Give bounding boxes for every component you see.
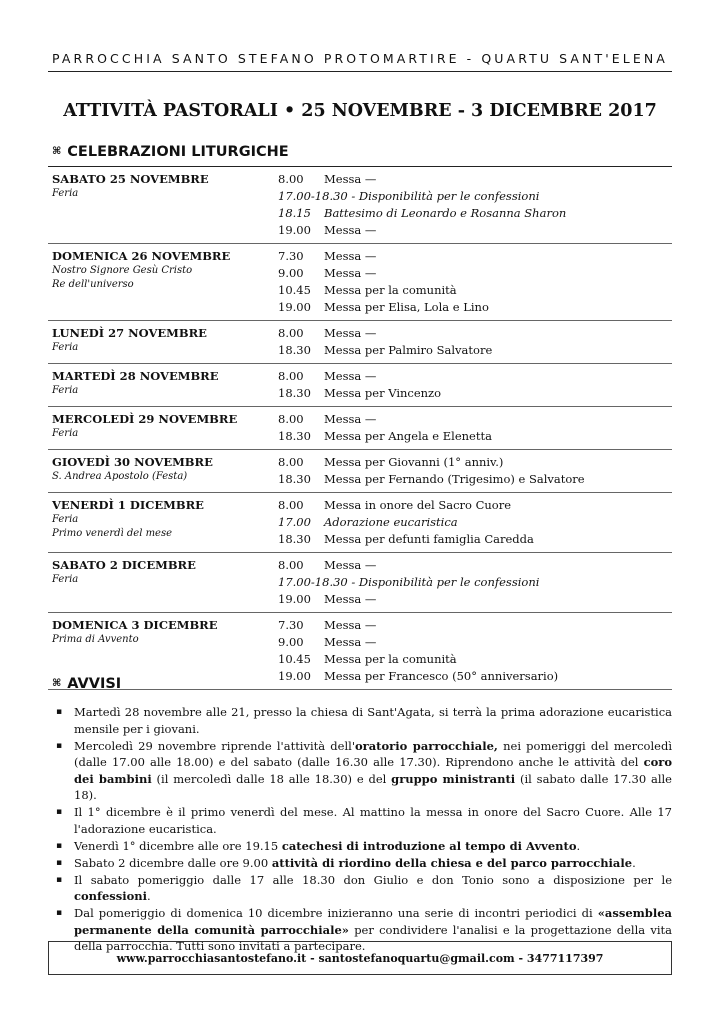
celebrations-heading-label: CELEBRAZIONI LITURGICHE — [67, 144, 289, 160]
event-time: 10.45 — [278, 283, 311, 297]
event-line — [278, 411, 492, 428]
bullet-icon: ▪ — [56, 857, 63, 868]
event-description: Messa — — [324, 558, 377, 572]
bullet-icon: ▪ — [56, 908, 63, 918]
notice-item — [52, 804, 672, 837]
event-time: 19.00 — [278, 669, 311, 683]
notice-text: Martedì 28 novembre alle 21, presso la chiesa di Sant'Agata, si terrà la prima adorazione eucaristica mensile per i giovani. — [74, 705, 672, 736]
event-description: Adorazione eucaristica — [324, 515, 458, 529]
event-line — [278, 171, 566, 188]
event-time: 10.45 — [278, 652, 311, 666]
day-info — [52, 248, 272, 292]
day-info — [52, 325, 272, 355]
event-line — [278, 668, 558, 685]
day-name: DOMENICA 26 NOVEMBRE — [52, 249, 231, 263]
footer-contacts: www.parrocchiasantostefano.it - santostefanoquartu@gmail.com - 3477117397 — [48, 941, 672, 975]
day-info — [52, 497, 272, 541]
event-line — [278, 497, 534, 514]
day-events — [278, 411, 492, 445]
notices-heading — [52, 676, 121, 692]
header-rule — [48, 71, 672, 72]
notice-text: . — [576, 838, 581, 853]
day-row — [48, 364, 672, 407]
day-row — [48, 244, 672, 321]
notice-text: Sabato 2 dicembre dalle ore 9.00 — [74, 855, 272, 870]
notices-list — [52, 704, 672, 955]
bullet-icon: ▪ — [56, 840, 63, 851]
notice-text: per condividere l'analisi e la progettazione della vita della parrocchia. Tutti sono invitati a partecipare. — [74, 922, 673, 953]
notice-text: Il sabato pomeriggio dalle 17 alle 18.30 don Giulio e don Tonio sono a disposizione per le — [74, 872, 672, 887]
day-info — [52, 557, 272, 587]
day-info — [52, 171, 272, 201]
notice-text: Venerdì 1° dicembre alle ore 19.15 — [74, 838, 282, 853]
day-liturgical-note: Re dell'universo — [52, 279, 134, 290]
event-time: 18.30 — [278, 472, 311, 486]
event-time: 8.00 — [278, 172, 304, 186]
notice-highlight: confessioni — [74, 889, 148, 903]
event-description: Messa — — [324, 412, 377, 426]
event-time: 8.00 — [278, 326, 304, 340]
notice-text: nei pomeriggi del mercoledì (dalle 17.00 alle 18.00) e del sabato (dalle 16.30 alle 17.30). Riprendono anche le attività del — [74, 738, 672, 769]
notice-text: Dal pomeriggio di domenica 10 dicembre inizieranno una serie di incontri periodici di — [74, 906, 598, 920]
day-liturgical-note: Feria — [52, 385, 79, 396]
event-line — [278, 617, 558, 634]
day-events — [278, 454, 585, 488]
notice-item — [52, 704, 672, 737]
day-row — [48, 450, 672, 493]
event-description: Messa per la comunità — [324, 283, 457, 297]
day-name: SABATO 2 DICEMBRE — [52, 558, 196, 572]
event-line — [278, 591, 539, 608]
day-info — [52, 617, 272, 647]
event-description: Messa per Fernando (Trigesimo) e Salvatore — [324, 472, 585, 486]
event-line — [278, 188, 566, 205]
notices-heading-label: AVVISI — [67, 676, 122, 692]
day-events — [278, 171, 566, 239]
event-time: 18.30 — [278, 343, 311, 357]
day-info — [52, 411, 272, 441]
event-line — [278, 342, 492, 359]
notice-text: (il sabato dalle 17.30 alle 18). — [74, 771, 672, 802]
event-description: Messa — — [324, 172, 377, 186]
notice-highlight: oratorio parrocchiale, — [355, 738, 498, 753]
day-liturgical-note: Feria — [52, 342, 79, 353]
event-time: 8.00 — [278, 455, 304, 469]
notice-item — [52, 738, 672, 804]
notice-item — [52, 872, 672, 905]
bullet-icon: ▪ — [56, 707, 63, 717]
event-description: Messa — — [324, 266, 377, 280]
event-description: Messa per Elisa, Lola e Lino — [324, 300, 489, 314]
event-description: Battesimo di Leonardo e Rosanna Sharon — [324, 206, 567, 220]
event-description: Messa — — [324, 326, 377, 340]
event-description: Messa per Francesco (50° anniversario) — [324, 669, 559, 683]
event-time: 8.00 — [278, 412, 304, 426]
event-time: 9.00 — [278, 635, 304, 649]
celebrations-heading — [52, 144, 289, 160]
event-line — [278, 651, 558, 668]
day-name: LUNEDÌ 27 NOVEMBRE — [52, 326, 207, 340]
event-line — [278, 531, 534, 548]
notice-highlight: gruppo ministranti — [391, 771, 516, 786]
day-name: MARTEDÌ 28 NOVEMBRE — [52, 369, 219, 383]
notice-highlight: attività di riordino della chiesa e del parco parrocchiale — [271, 855, 633, 870]
event-time: 19.00 — [278, 592, 311, 606]
event-line — [278, 574, 539, 591]
event-time: 18.30 — [278, 429, 311, 443]
event-description: Messa per la comunità — [324, 652, 457, 666]
event-description: Messa per defunti famiglia Caredda — [324, 532, 534, 546]
day-events — [278, 325, 492, 359]
notice-highlight: catechesi di introduzione al tempo di Avvento — [281, 838, 577, 853]
ornament-icon: ⌘ — [52, 678, 62, 689]
ornament-icon: ⌘ — [52, 146, 62, 157]
day-liturgical-note: Feria — [52, 428, 79, 439]
bullet-icon: ▪ — [56, 740, 63, 751]
day-row — [48, 493, 672, 553]
day-row — [48, 407, 672, 450]
event-line — [278, 428, 492, 445]
event-line — [278, 265, 489, 282]
event-line — [278, 557, 539, 574]
day-events — [278, 617, 558, 685]
day-events — [278, 557, 539, 608]
notice-text: . — [147, 889, 151, 903]
event-description: Messa per Giovanni (1° anniv.) — [324, 455, 504, 469]
event-description: Messa — — [324, 249, 377, 263]
event-line — [278, 454, 585, 471]
bullet-icon: ▪ — [56, 807, 63, 817]
notice-highlight: «assemblea permanente della comunità parrocchiale» — [74, 906, 672, 937]
event-description: Messa per Vincenzo — [324, 386, 442, 400]
event-description: Messa in onore del Sacro Cuore — [324, 498, 512, 512]
day-name: GIOVEDÌ 30 NOVEMBRE — [52, 455, 213, 469]
event-line — [278, 222, 566, 239]
event-time: 9.00 — [278, 266, 304, 280]
event-line — [278, 299, 489, 316]
event-line — [278, 325, 492, 342]
event-description: Messa — — [324, 635, 377, 649]
day-liturgical-note: Feria — [52, 574, 79, 585]
celebrations-table — [48, 166, 672, 690]
day-row — [48, 321, 672, 364]
day-name: VENERDÌ 1 DICEMBRE — [52, 498, 204, 512]
event-time: 19.00 — [278, 223, 311, 237]
event-description: Messa — — [324, 369, 377, 383]
day-liturgical-note: Primo venerdì del mese — [52, 528, 173, 539]
day-info — [52, 454, 272, 484]
event-line — [278, 514, 534, 531]
event-time: 18.30 — [278, 532, 311, 546]
event-time: 8.00 — [278, 369, 304, 383]
event-description: Messa — — [324, 223, 377, 237]
day-name: DOMENICA 3 DICEMBRE — [52, 618, 218, 632]
day-name: MERCOLEDÌ 29 NOVEMBRE — [52, 412, 238, 426]
day-row — [48, 553, 672, 613]
event-description: 17.00-18.30 - Disponibilità per le confessioni — [278, 575, 540, 589]
event-description: Messa — — [324, 618, 377, 632]
event-time: 7.30 — [278, 249, 304, 263]
event-time: 18.15 — [278, 206, 311, 220]
day-liturgical-note: Nostro Signore Gesù Cristo — [52, 265, 193, 276]
day-liturgical-note: Prima di Avvento — [52, 634, 139, 645]
event-description: 17.00-18.30 - Disponibilità per le confessioni — [278, 189, 540, 203]
notice-item — [52, 855, 672, 872]
parish-header: PARROCCHIA SANTO STEFANO PROTOMARTIRE - QUARTU SANT'ELENA — [52, 51, 668, 66]
day-events — [278, 248, 489, 316]
event-line — [278, 634, 558, 651]
notice-text: (il mercoledì dalle 18 alle 18.30) e del — [151, 771, 392, 786]
event-description: Messa — — [324, 592, 377, 606]
notice-text: Il 1° dicembre è il primo venerdì del mese. Al mattino la messa in onore del Sacro Cuore. Alle 17 l'adorazione eucaristica. — [74, 805, 672, 836]
day-events — [278, 368, 441, 402]
day-liturgical-note: S. Andrea Apostolo (Festa) — [52, 471, 188, 482]
event-line — [278, 385, 441, 402]
day-row — [48, 613, 672, 690]
event-time: 17.00 — [278, 515, 311, 529]
event-description: Messa per Angela e Elenetta — [324, 429, 492, 443]
notice-item — [52, 838, 672, 855]
event-line — [278, 282, 489, 299]
event-line — [278, 248, 489, 265]
event-time: 7.30 — [278, 618, 304, 632]
event-line — [278, 368, 441, 385]
day-events — [278, 497, 534, 548]
event-time: 19.00 — [278, 300, 311, 314]
day-liturgical-note: Feria — [52, 188, 79, 199]
day-row — [48, 167, 672, 244]
event-line — [278, 205, 566, 222]
event-time: 8.00 — [278, 498, 304, 512]
event-description: Messa per Palmiro Salvatore — [324, 343, 493, 357]
page-title: ATTIVITÀ PASTORALI • 25 NOVEMBRE - 3 DICEMBRE 2017 — [63, 101, 657, 121]
event-line — [278, 471, 585, 488]
notice-text: . — [632, 855, 636, 870]
notice-text: Mercoledì 29 novembre riprende l'attività dell' — [74, 738, 355, 753]
event-time: 8.00 — [278, 558, 304, 572]
day-name: SABATO 25 NOVEMBRE — [52, 172, 209, 186]
event-time: 18.30 — [278, 386, 311, 400]
day-info — [52, 368, 272, 398]
bullet-icon: ▪ — [56, 874, 63, 885]
day-liturgical-note: Feria — [52, 514, 79, 525]
notice-highlight: coro dei bambini — [74, 755, 672, 786]
